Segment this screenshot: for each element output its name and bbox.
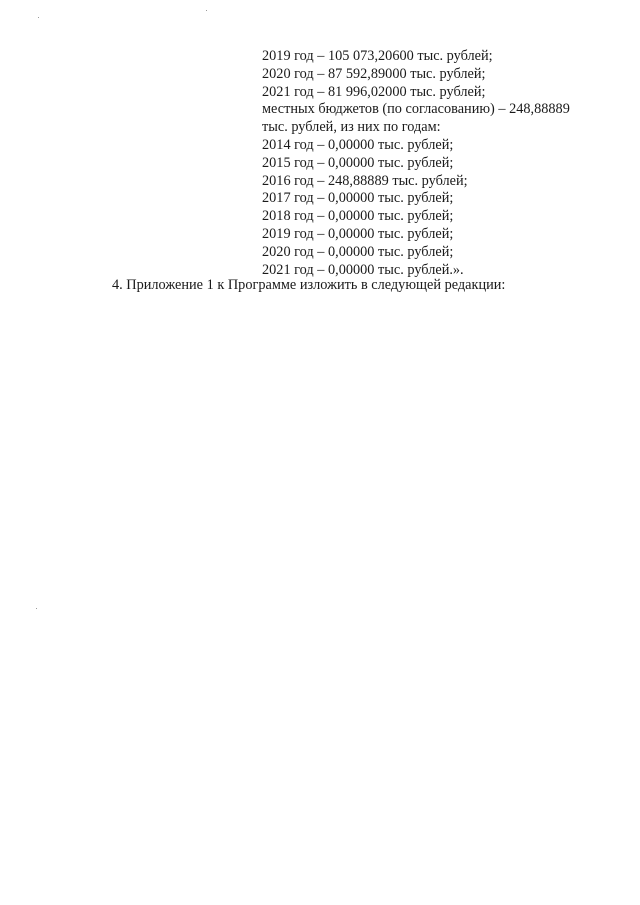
scan-speck: [38, 17, 39, 18]
budget-line: 2019 год – 105 073,20600 тыс. рублей;: [262, 48, 493, 64]
scan-speck: [36, 608, 37, 609]
budget-line: 2014 год – 0,00000 тыс. рублей;: [262, 136, 454, 153]
budget-line: 2016 год – 248,88889 тыс. рублей;: [262, 172, 468, 189]
budget-line: 2017 год – 0,00000 тыс. рублей;: [262, 190, 454, 207]
budget-line: 2021 год – 0,00000 тыс. рублей.».: [262, 261, 464, 278]
budget-line: 2020 год – 0,00000 тыс. рублей;: [262, 243, 454, 260]
budget-lines: [262, 48, 622, 279]
budget-line: тыс. рублей, из них по годам:: [262, 119, 441, 136]
budget-line: 2019 год – 0,00000 тыс. рублей;: [262, 225, 454, 242]
budget-line: 2021 год – 81 996,02000 тыс. рублей;: [262, 83, 486, 100]
scan-speck: [206, 10, 207, 11]
budget-line: местных бюджетов (по согласованию) – 248,88889: [262, 101, 570, 118]
item-4-paragraph: 4. Приложение 1 к Программе изложить в следующей редакции:: [112, 277, 506, 293]
budget-line: 2018 год – 0,00000 тыс. рублей;: [262, 208, 454, 225]
budget-line: 2020 год – 87 592,89000 тыс. рублей;: [262, 65, 486, 82]
budget-line: 2015 год – 0,00000 тыс. рублей;: [262, 154, 454, 171]
